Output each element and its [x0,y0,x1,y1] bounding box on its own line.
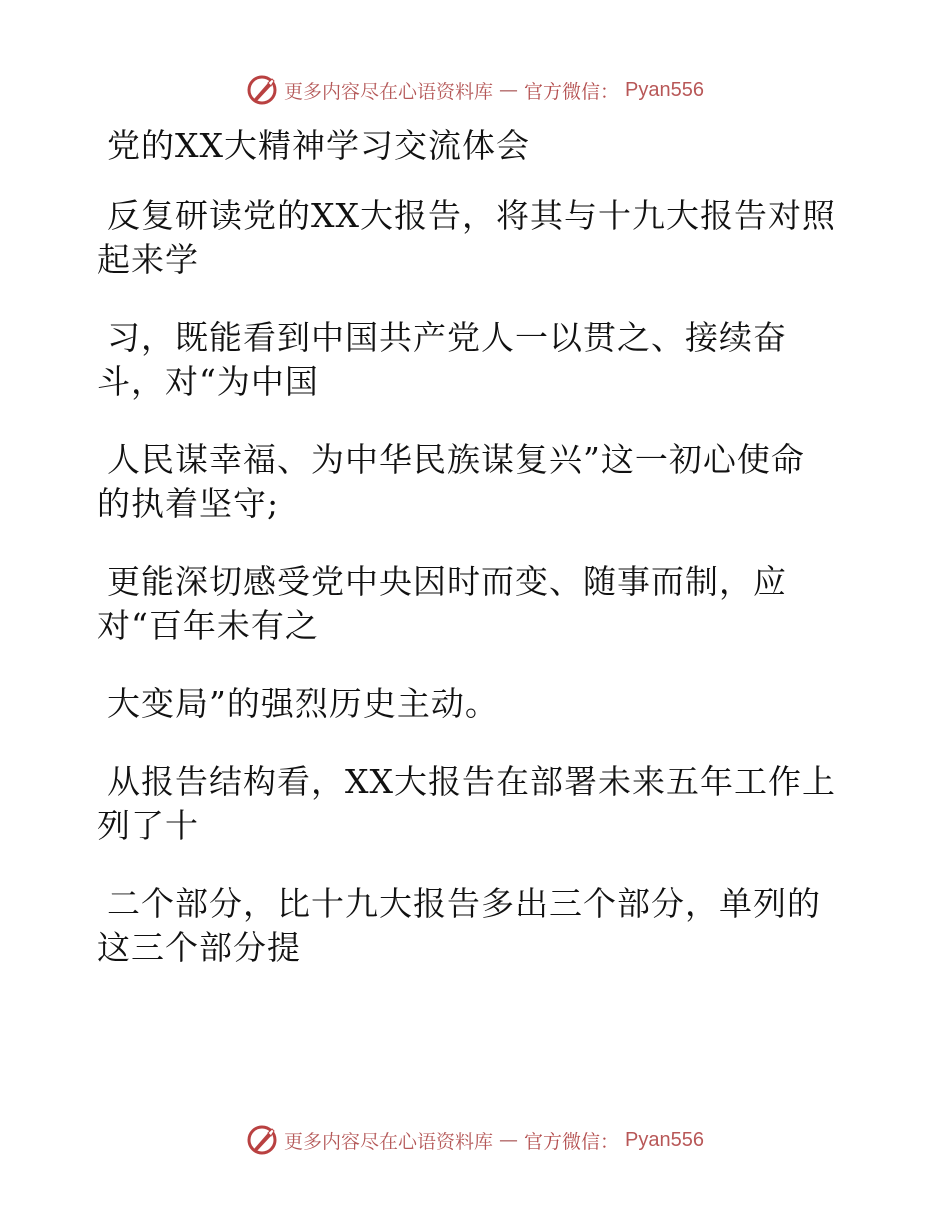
paragraph-line: 更能深切感受党中央因时而变、随事而制，应 [107,562,787,601]
footer-wechat-label: 官方微信： [524,1130,620,1153]
pen-logo-icon [246,1124,278,1156]
paragraph-5 [97,682,857,726]
footer-watermark [0,1120,950,1160]
paragraph-line: 从报告结构看，XX大报告在部署未来五年工作上 [107,762,836,801]
document-body [97,124,857,970]
footer-brand-text: 更多内容尽在心语资料库 [284,1130,494,1153]
paragraph-line: 人民谋幸福、为中华民族谋复兴”这一初心使命 [107,440,805,479]
paragraph-line: 二个部分，比十九大报告多出三个部分，单列的 [107,884,821,923]
paragraph-4 [97,560,857,648]
document-title: 党的XX大精神学习交流体会 [107,126,530,165]
header-watermark [0,70,950,110]
header-wechat-id: Pyan556 [625,78,704,101]
header-separator: — [499,79,519,101]
paragraph-line: 对“百年未有之 [97,606,319,645]
paragraph-line: 斗，对“为中国 [97,362,319,401]
paragraph-line: 习，既能看到中国共产党人一以贯之、接续奋 [107,318,787,357]
paragraph-line: 大变局”的强烈历史主动。 [107,684,499,723]
header-wechat-label: 官方微信： [524,80,620,103]
paragraph-line: 的执着坚守; [97,484,280,523]
paragraph-6 [97,760,857,848]
footer-wechat-id: Pyan556 [625,1128,704,1151]
paragraph-1 [97,194,857,282]
pen-logo-icon [246,74,278,106]
footer-separator: — [499,1129,519,1151]
paragraph-line: 列了十 [97,806,199,845]
paragraph-3 [97,438,857,526]
paragraph-2 [97,316,857,404]
paragraph-line: 这三个部分提 [97,928,301,967]
paragraph-line: 起来学 [97,240,199,279]
paragraph-line: 反复研读党的XX大报告，将其与十九大报告对照 [107,196,836,235]
paragraph-7 [97,882,857,970]
header-brand-text: 更多内容尽在心语资料库 [284,80,494,103]
